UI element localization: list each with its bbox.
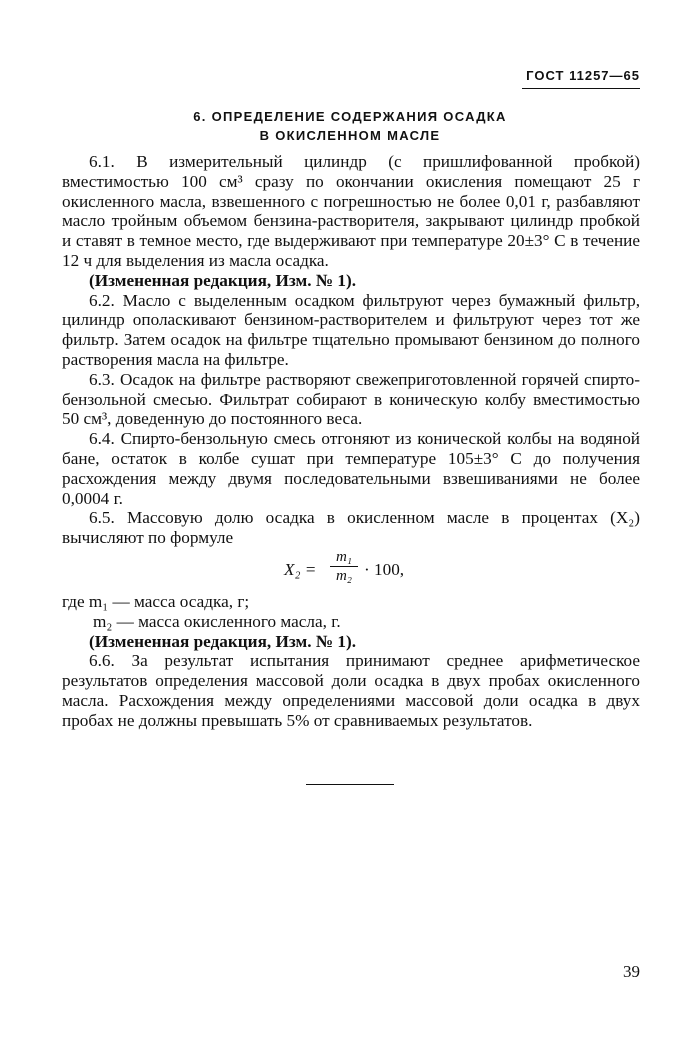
document-code: ГОСТ 11257—65 [526,68,640,83]
paragraph-6-5: 6.5. Массовую долю осадка в окисленном масле в процентах (X₂) вычисляют по формуле [62,508,640,548]
formula [62,548,640,592]
formula-lhs: X₂ = [284,559,317,579]
page-number: 39 [623,962,640,981]
section-title-line-2: В ОКИСЛЕННОМ МАСЛЕ [259,128,441,143]
paragraph-6-3: 6.3. Осадок на фильтре растворяют свежеприготовленной горячей спирто-бензольной смесью. Фильтрат собирают в коническую колбу вместимостью 50 см³, доведенную до постоянного веса. [62,369,640,429]
edition-note-1: (Измененная редакция, Изм. № 1). [89,270,356,290]
formula-fraction [330,548,358,585]
edition-note-2: (Измененная редакция, Изм. № 1). [89,631,356,651]
paragraph-6-4: 6.4. Спирто-бензольную смесь отгоняют из конической колбы на водяной бане, остаток в колбе сушат при температуре 105±3° С до получения расхождения между двумя последовательными взвешиваниями не более 0,0004 г. [62,429,640,508]
header-rule [522,88,640,89]
section-title [0,107,700,145]
where-m1: где m₁ — масса осадка, г; [62,591,250,611]
formula-numerator: m₁ [330,548,358,567]
section-title-line-1: 6. ОПРЕДЕЛЕНИЕ СОДЕРЖАНИЯ ОСАДКА [193,109,507,124]
formula-rhs: · 100, [364,559,405,579]
end-rule [306,784,394,785]
paragraph-6-6: 6.6. За результат испытания принимают среднее арифметическое результатов определения массовой доли осадка в двух пробах окисленного масла. Расхождения между определениями массовой доли осадка в двух пробах не должны превышать 5% от сравниваемых результатов. [62,651,640,730]
document-body [62,152,640,731]
formula-denominator: m₂ [335,567,353,584]
paragraph-6-1: 6.1. В измерительный цилиндр (с пришлифованной пробкой) вместимостью 100 см³ сразу по окончании окисления помещают 25 г окисленного масла, взвешенного с погрешностью не более 0,01 г, разбавляют масло тройным объемом бензина-растворителя, закрывают цилиндр пробкой и ставят в темное место, где выдерживают при температуре 20±3° С в течение 12 ч для выделения из масла осадка. [62,152,640,270]
where-m2: m₂ — масса окисленного масла, г. [93,611,341,631]
paragraph-6-2: 6.2. Масло с выделенным осадком фильтруют через бумажный фильтр, цилиндр ополаскивают бензином-растворителем и фильтруют через тот же фильтр. Затем осадок на фильтре тщательно промывают бензином до полного растворения масла на фильтре. [62,290,640,369]
